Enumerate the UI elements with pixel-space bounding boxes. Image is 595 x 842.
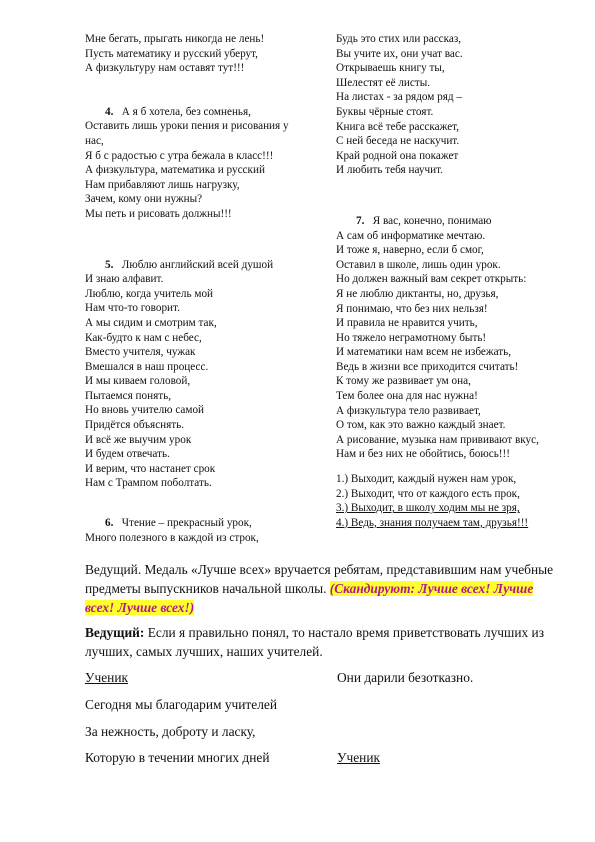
poem-line: И мы киваем головой, <box>85 375 191 388</box>
stanza-first-line: Я вас, конечно, понимаю <box>372 214 492 227</box>
poem-line: И правила не нравится учить, <box>336 317 478 330</box>
poem-line: А сам об информатике мечтаю. <box>336 229 486 242</box>
poem-line: Мы петь и рисовать должны!!! <box>85 207 232 220</box>
poem-line: Шелестят её листы. <box>336 76 431 89</box>
poem-line: И любить тебя научит. <box>336 164 443 177</box>
poem-line: Много полезного в каждой из строк, <box>85 531 259 544</box>
poem-line: И знаю алфавит. <box>85 273 164 286</box>
poem-line: Нам прибавляют лишь нагрузку, <box>85 178 240 191</box>
poem-stanza-4 <box>85 105 325 222</box>
poem-line: И математики нам всем не избежать, <box>336 346 512 359</box>
poem-line: Вмешался в наш процесс. <box>85 360 209 373</box>
poem-line: А физкультура, математика и русский <box>85 164 265 177</box>
poem-line: нас, <box>85 134 104 147</box>
stanza-first-line: А я б хотела, без сомненья, <box>121 105 251 118</box>
poem-line: Край родной она покажет <box>336 149 459 162</box>
stanza-heading <box>336 214 581 229</box>
poem-line: Вместо учителя, чужак <box>85 346 196 359</box>
stanza-number: 5. <box>105 258 114 271</box>
host-text: Ведущий. Медаль «Лучше всех» вручается ребятам, представившим нам учебные предметы выпускников начальной школы. <box>85 562 554 596</box>
poem-line: О том, как это важно каждый знает. <box>336 419 506 432</box>
stanza-number: 4. <box>105 105 114 118</box>
host-text: Если я правильно понял, то настало время приветствовать лучших из лучших, самых лучших, наших учителей. <box>85 625 545 659</box>
poem-line: Тем более она для нас нужна! <box>336 390 478 403</box>
host-paragraph-1 <box>85 560 565 617</box>
poem-line: Нам с Трампом поболтать. <box>85 477 212 490</box>
poem-line: И будем отвечать. <box>85 448 170 461</box>
poem-line: Люблю, когда учитель мой <box>85 287 214 300</box>
stanza-first-line: Чтение – прекрасный урок, <box>121 517 252 530</box>
poem-line: А рисование, музыка нам прививают вкус, <box>336 433 539 446</box>
poem-line: И верим, что настанет срок <box>85 462 216 475</box>
poem-line: С ней беседа не наскучит. <box>336 135 460 148</box>
stanza-heading <box>85 516 325 531</box>
poem-line: Как-будто к нам с небес, <box>85 331 202 344</box>
stanza-heading <box>85 105 325 120</box>
poem-line: Открываешь книгу ты, <box>336 62 445 75</box>
poem-stanza-7 <box>336 214 581 462</box>
student-label: Ученик <box>337 750 380 765</box>
chant-highlight: (Скандируют: Лучше всех! Лучше всех! Лучше всех!) <box>85 581 534 615</box>
poem-line: И всё же выучим урок <box>85 433 192 446</box>
poem-line: Пусть математику и русский уберут, <box>85 47 258 60</box>
chorus-list <box>336 472 581 530</box>
poem-line: И тоже я, наверно, если б смог, <box>336 244 484 257</box>
poem-line: А физкультура тело развивает, <box>336 404 481 417</box>
host-paragraph-2 <box>85 623 565 661</box>
stanza-number: 7. <box>356 214 365 227</box>
chorus-line: 4.) Ведь, знания получаем там, друзья!!! <box>336 516 529 529</box>
student-label: Ученик <box>85 670 128 685</box>
right-column <box>336 32 581 530</box>
poem-line: Зачем, кому они нужны? <box>85 193 203 206</box>
stanza-first-line: Люблю английский всей душой <box>121 258 274 271</box>
poem-line: А мы сидим и смотрим так, <box>85 316 217 329</box>
dialogue-line: Которую в течении многих дней <box>85 750 270 765</box>
stanza-number: 6. <box>105 517 114 530</box>
poem-line: Я понимаю, что без них нельзя! <box>336 302 488 315</box>
poem-line: Я не люблю диктанты, но, друзья, <box>336 287 499 300</box>
poem-line: Я б с радостью с утра бежала в класс!!! <box>85 149 274 162</box>
poem-line: Придётся объяснять. <box>85 419 185 432</box>
chorus-line: 2.) Выходит, что от каждого есть прок, <box>336 487 520 500</box>
host-speaker: Ведущий: <box>85 625 145 640</box>
dialogue-line: Сегодня мы благодарим учителей <box>85 697 278 712</box>
poem-line: Мне бегать, прыгать никогда не лень! <box>85 33 265 45</box>
stanza-heading <box>85 258 325 273</box>
poem-line: Буквы чёрные стоят. <box>336 105 434 118</box>
dialogue-line: За нежность, доброту и ласку, <box>85 724 256 739</box>
poem-line: Вы учите их, они учат вас. <box>336 47 463 60</box>
poem-line: К тому же развивает ум она, <box>336 375 471 388</box>
poem-stanza-5 <box>85 258 325 492</box>
chorus-line: 1.) Выходит, каждый нужен нам урок, <box>336 473 517 486</box>
dialogue-line: Они дарили безотказно. <box>337 670 474 685</box>
poem-line: Нам что-то говорит. <box>85 302 180 315</box>
poem-line: Книга всё тебе расскажет, <box>336 120 460 133</box>
poem-line: Ведь в жизни все приходится считать! <box>336 360 519 373</box>
poem-line: Оставить лишь уроки пения и рисования у <box>85 120 289 133</box>
poem-stanza <box>85 32 325 76</box>
poem-line: Пытаемся понять, <box>85 389 172 402</box>
poem-line: Оставил в школе, лишь один урок. <box>336 258 501 271</box>
poem-line: Будь это стих или рассказ, <box>336 33 462 45</box>
poem-line: Но тяжело неграмотному быть! <box>336 331 487 344</box>
poem-line: На листах - за рядом ряд – <box>336 91 462 104</box>
poem-line: Нам и без них не обойтись, боюсь!!! <box>336 448 510 461</box>
chorus-line: 3.) Выходит, в школу ходим мы не зря, <box>336 502 520 515</box>
poem-line: А физкультуру нам оставят тут!!! <box>85 62 245 75</box>
poem-line: Но должен важный вам секрет открыть: <box>336 273 527 286</box>
poem-line: Но вновь учителю самой <box>85 404 205 417</box>
left-column <box>85 32 325 545</box>
poem-stanza-6 <box>85 516 325 545</box>
poem-stanza <box>336 32 581 178</box>
